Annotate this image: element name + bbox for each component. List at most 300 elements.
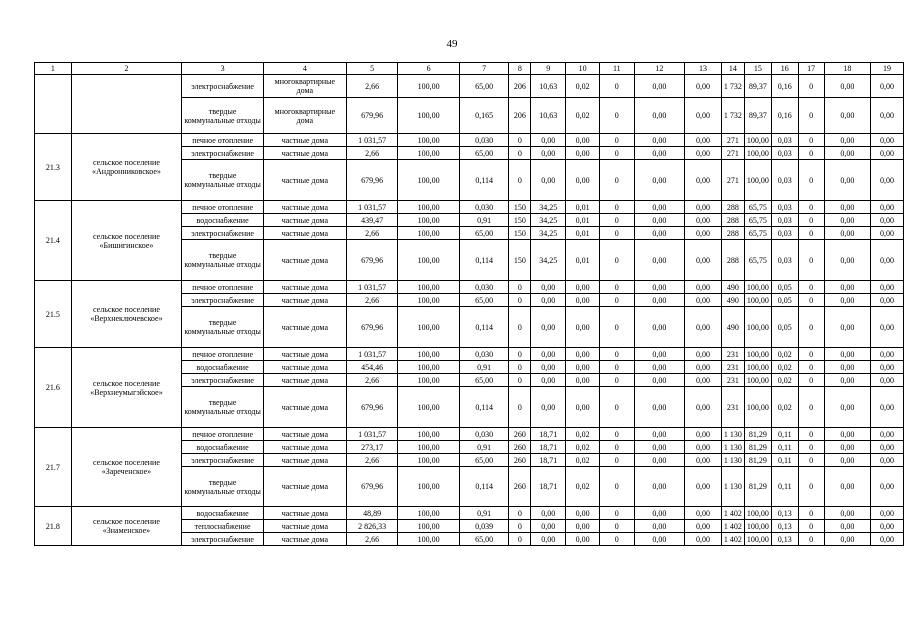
value-cell: 0 <box>798 240 824 281</box>
column-number: 3 <box>182 63 264 75</box>
value-cell: 0,02 <box>566 441 600 454</box>
value-cell: 0 <box>509 533 531 546</box>
table-row <box>35 134 904 147</box>
value-cell: 0 <box>509 147 531 160</box>
value-cell: 0,00 <box>871 520 904 533</box>
settlement-name: сельское поселение «Зареченское» <box>71 428 181 507</box>
value-cell: 454,46 <box>346 361 398 374</box>
value-cell: 0 <box>798 160 824 201</box>
value-cell: 0 <box>599 348 634 361</box>
value-cell: 65,00 <box>459 227 509 240</box>
value-cell: 0,030 <box>459 281 509 294</box>
value-cell: 0,114 <box>459 240 509 281</box>
value-cell: 100,00 <box>744 348 771 361</box>
value-cell: 0,13 <box>771 520 798 533</box>
value-cell: 0,00 <box>871 134 904 147</box>
value-cell: 0,00 <box>685 201 722 214</box>
value-cell: 100,00 <box>398 348 459 361</box>
column-number: 9 <box>531 63 566 75</box>
settlement-name: сельское поселение «Бишигинское» <box>71 201 181 281</box>
value-cell: 89,37 <box>744 75 771 98</box>
value-cell: 0,11 <box>771 454 798 467</box>
value-cell: 100,00 <box>398 454 459 467</box>
value-cell: 0,00 <box>531 160 566 201</box>
settlement-name: сельское поселение «Верхнеключевское» <box>71 281 181 348</box>
value-cell: 0,00 <box>566 147 600 160</box>
value-cell: 0 <box>599 387 634 428</box>
data-table <box>34 62 904 546</box>
value-cell: 0,00 <box>824 348 871 361</box>
value-cell: 0,00 <box>634 240 685 281</box>
value-cell: 0,00 <box>685 147 722 160</box>
settlement-number <box>35 75 72 134</box>
value-cell: 0,02 <box>771 387 798 428</box>
value-cell: 0,00 <box>531 533 566 546</box>
value-cell: 100,00 <box>744 134 771 147</box>
value-cell: 0 <box>798 374 824 387</box>
value-cell: 0,00 <box>871 214 904 227</box>
value-cell: 679,96 <box>346 387 398 428</box>
settlement-number: 21.8 <box>35 507 72 546</box>
settlement-name: сельское поселение «Андронниковское» <box>71 134 181 201</box>
value-cell: 1 130 <box>721 441 744 454</box>
value-cell: 0 <box>509 361 531 374</box>
service-type-cell: электроснабжение <box>182 454 264 467</box>
value-cell: 0 <box>798 441 824 454</box>
value-cell: 0,00 <box>871 374 904 387</box>
value-cell: 0 <box>599 454 634 467</box>
value-cell: 0,00 <box>566 134 600 147</box>
value-cell: 0,00 <box>566 520 600 533</box>
settlement-number: 21.4 <box>35 201 72 281</box>
value-cell: 0,91 <box>459 214 509 227</box>
value-cell: 679,96 <box>346 240 398 281</box>
value-cell: 0,00 <box>634 160 685 201</box>
value-cell: 0 <box>798 75 824 98</box>
value-cell: 100,00 <box>744 294 771 307</box>
value-cell: 0 <box>798 307 824 348</box>
value-cell: 0,02 <box>566 428 600 441</box>
value-cell: 0,00 <box>634 441 685 454</box>
value-cell: 0 <box>599 201 634 214</box>
value-cell: 0 <box>599 374 634 387</box>
value-cell: 65,00 <box>459 533 509 546</box>
value-cell: 231 <box>721 374 744 387</box>
value-cell: 0,00 <box>871 160 904 201</box>
value-cell: 0 <box>599 294 634 307</box>
value-cell: 0,00 <box>531 147 566 160</box>
value-cell: 0,02 <box>566 454 600 467</box>
value-cell: 100,00 <box>398 201 459 214</box>
value-cell: 0,00 <box>531 387 566 428</box>
value-cell: 0,00 <box>634 307 685 348</box>
value-cell: 490 <box>721 281 744 294</box>
value-cell: 0,00 <box>634 507 685 520</box>
value-cell: 0 <box>599 134 634 147</box>
value-cell: 0,00 <box>871 441 904 454</box>
value-cell: 1 402 <box>721 520 744 533</box>
value-cell: 89,37 <box>744 98 771 134</box>
value-cell: 100,00 <box>744 507 771 520</box>
value-cell: 0,00 <box>824 201 871 214</box>
value-cell: 1 130 <box>721 454 744 467</box>
value-cell: 0,00 <box>685 160 722 201</box>
value-cell: 0,00 <box>531 374 566 387</box>
value-cell: 0 <box>798 348 824 361</box>
value-cell: 65,75 <box>744 214 771 227</box>
housing-type-cell: частные дома <box>263 307 346 348</box>
value-cell: 0 <box>599 214 634 227</box>
value-cell: 0 <box>599 520 634 533</box>
value-cell: 0,00 <box>824 507 871 520</box>
service-type-cell: печное отопление <box>182 281 264 294</box>
value-cell: 0,00 <box>824 441 871 454</box>
value-cell: 0,00 <box>634 214 685 227</box>
value-cell: 65,75 <box>744 240 771 281</box>
value-cell: 0 <box>599 361 634 374</box>
value-cell: 2,66 <box>346 454 398 467</box>
value-cell: 0 <box>798 134 824 147</box>
housing-type-cell: частные дома <box>263 348 346 361</box>
value-cell: 0,114 <box>459 387 509 428</box>
value-cell: 100,00 <box>744 520 771 533</box>
value-cell: 231 <box>721 348 744 361</box>
value-cell: 0,030 <box>459 134 509 147</box>
value-cell: 0,00 <box>531 520 566 533</box>
value-cell: 0,00 <box>685 387 722 428</box>
value-cell: 1 732 <box>721 98 744 134</box>
page-number: 49 <box>446 38 458 50</box>
value-cell: 0 <box>599 98 634 134</box>
value-cell: 0,00 <box>566 387 600 428</box>
value-cell: 0,01 <box>566 227 600 240</box>
value-cell: 0,00 <box>824 520 871 533</box>
settlement-name: сельское поселение «Знаменское» <box>71 507 181 546</box>
column-number-row <box>35 63 904 75</box>
value-cell: 1 130 <box>721 467 744 507</box>
value-cell: 0,00 <box>566 374 600 387</box>
value-cell: 100,00 <box>744 387 771 428</box>
value-cell: 10,63 <box>531 75 566 98</box>
service-type-cell: печное отопление <box>182 201 264 214</box>
value-cell: 0,00 <box>685 75 722 98</box>
column-number: 11 <box>599 63 634 75</box>
value-cell: 0,00 <box>685 98 722 134</box>
value-cell: 0,00 <box>634 533 685 546</box>
value-cell: 0,02 <box>566 98 600 134</box>
housing-type-cell: частные дома <box>263 387 346 428</box>
value-cell: 100,00 <box>398 441 459 454</box>
value-cell: 0,00 <box>634 147 685 160</box>
value-cell: 0,00 <box>531 361 566 374</box>
value-cell: 0 <box>798 294 824 307</box>
value-cell: 0,91 <box>459 361 509 374</box>
value-cell: 100,00 <box>398 361 459 374</box>
value-cell: 0,00 <box>824 454 871 467</box>
housing-type-cell: частные дома <box>263 294 346 307</box>
value-cell: 150 <box>509 201 531 214</box>
housing-type-cell: частные дома <box>263 533 346 546</box>
value-cell: 18,71 <box>531 454 566 467</box>
value-cell: 100,00 <box>744 307 771 348</box>
value-cell: 0,00 <box>685 441 722 454</box>
value-cell: 48,89 <box>346 507 398 520</box>
table-row <box>35 428 904 441</box>
value-cell: 0,00 <box>685 533 722 546</box>
housing-type-cell: частные дома <box>263 507 346 520</box>
value-cell: 0,02 <box>771 361 798 374</box>
value-cell: 0,00 <box>871 75 904 98</box>
value-cell: 100,00 <box>398 294 459 307</box>
value-cell: 0,02 <box>771 374 798 387</box>
housing-type-cell: многоквартирные дома <box>263 75 346 98</box>
value-cell: 0,00 <box>634 467 685 507</box>
value-cell: 0,165 <box>459 98 509 134</box>
value-cell: 0 <box>509 307 531 348</box>
value-cell: 288 <box>721 201 744 214</box>
service-type-cell: электроснабжение <box>182 374 264 387</box>
value-cell: 0,03 <box>771 147 798 160</box>
value-cell: 0 <box>599 75 634 98</box>
value-cell: 0,13 <box>771 507 798 520</box>
value-cell: 0 <box>798 454 824 467</box>
value-cell: 0 <box>599 307 634 348</box>
value-cell: 439,47 <box>346 214 398 227</box>
value-cell: 0 <box>798 281 824 294</box>
value-cell: 0,00 <box>871 147 904 160</box>
value-cell: 100,00 <box>398 75 459 98</box>
value-cell: 260 <box>509 441 531 454</box>
housing-type-cell: частные дома <box>263 467 346 507</box>
settlement-number: 21.7 <box>35 428 72 507</box>
column-number: 6 <box>398 63 459 75</box>
housing-type-cell: частные дома <box>263 214 346 227</box>
value-cell: 0,00 <box>634 520 685 533</box>
value-cell: 0,00 <box>634 374 685 387</box>
value-cell: 0,00 <box>685 214 722 227</box>
value-cell: 0,00 <box>566 348 600 361</box>
value-cell: 0 <box>509 387 531 428</box>
value-cell: 0 <box>798 98 824 134</box>
value-cell: 0,00 <box>566 361 600 374</box>
value-cell: 0,114 <box>459 160 509 201</box>
value-cell: 0,00 <box>634 75 685 98</box>
value-cell: 100,00 <box>398 467 459 507</box>
value-cell: 1 402 <box>721 507 744 520</box>
value-cell: 260 <box>509 454 531 467</box>
value-cell: 0,00 <box>871 307 904 348</box>
value-cell: 100,00 <box>744 361 771 374</box>
value-cell: 271 <box>721 134 744 147</box>
value-cell: 0,16 <box>771 75 798 98</box>
value-cell: 231 <box>721 361 744 374</box>
value-cell: 0,00 <box>634 281 685 294</box>
value-cell: 34,25 <box>531 214 566 227</box>
value-cell: 0,00 <box>871 281 904 294</box>
value-cell: 100,00 <box>398 281 459 294</box>
value-cell: 65,00 <box>459 147 509 160</box>
value-cell: 0,00 <box>685 348 722 361</box>
value-cell: 0,00 <box>824 387 871 428</box>
value-cell: 0,00 <box>531 348 566 361</box>
service-type-cell: твердые коммунальные отходы <box>182 467 264 507</box>
value-cell: 18,71 <box>531 467 566 507</box>
value-cell: 0 <box>509 281 531 294</box>
value-cell: 0 <box>599 240 634 281</box>
value-cell: 2,66 <box>346 147 398 160</box>
value-cell: 0 <box>599 147 634 160</box>
column-number: 12 <box>634 63 685 75</box>
value-cell: 0 <box>599 507 634 520</box>
value-cell: 0,11 <box>771 441 798 454</box>
value-cell: 0,00 <box>531 294 566 307</box>
value-cell: 0 <box>599 533 634 546</box>
value-cell: 0,00 <box>824 467 871 507</box>
value-cell: 0 <box>599 441 634 454</box>
value-cell: 0 <box>599 467 634 507</box>
value-cell: 18,71 <box>531 428 566 441</box>
value-cell: 65,00 <box>459 75 509 98</box>
housing-type-cell: частные дома <box>263 281 346 294</box>
value-cell: 0,00 <box>824 240 871 281</box>
value-cell: 0,00 <box>685 428 722 441</box>
value-cell: 0,00 <box>531 281 566 294</box>
value-cell: 0 <box>798 361 824 374</box>
table-row <box>35 507 904 520</box>
value-cell: 271 <box>721 147 744 160</box>
value-cell: 0,00 <box>824 134 871 147</box>
value-cell: 1 402 <box>721 533 744 546</box>
value-cell: 0 <box>509 507 531 520</box>
value-cell: 0,00 <box>824 361 871 374</box>
housing-type-cell: многоквартирные дома <box>263 98 346 134</box>
value-cell: 273,17 <box>346 441 398 454</box>
service-type-cell: электроснабжение <box>182 75 264 98</box>
service-type-cell: печное отопление <box>182 348 264 361</box>
value-cell: 0 <box>798 214 824 227</box>
value-cell: 0,039 <box>459 520 509 533</box>
value-cell: 231 <box>721 387 744 428</box>
table-row <box>35 75 904 98</box>
value-cell: 0,00 <box>871 240 904 281</box>
column-number: 15 <box>744 63 771 75</box>
value-cell: 1 031,57 <box>346 134 398 147</box>
value-cell: 100,00 <box>744 533 771 546</box>
service-type-cell: печное отопление <box>182 134 264 147</box>
service-type-cell: твердые коммунальные отходы <box>182 240 264 281</box>
service-type-cell: водоснабжение <box>182 441 264 454</box>
value-cell: 0,00 <box>566 307 600 348</box>
value-cell: 0,00 <box>824 307 871 348</box>
value-cell: 0,030 <box>459 348 509 361</box>
value-cell: 0,00 <box>871 428 904 441</box>
value-cell: 0,00 <box>531 134 566 147</box>
column-number: 7 <box>459 63 509 75</box>
column-number: 19 <box>871 63 904 75</box>
service-type-cell: печное отопление <box>182 428 264 441</box>
value-cell: 288 <box>721 227 744 240</box>
value-cell: 0,00 <box>824 214 871 227</box>
value-cell: 0,00 <box>824 75 871 98</box>
housing-type-cell: частные дома <box>263 227 346 240</box>
value-cell: 1 031,57 <box>346 348 398 361</box>
value-cell: 0,16 <box>771 98 798 134</box>
column-number: 8 <box>509 63 531 75</box>
value-cell: 0,00 <box>634 387 685 428</box>
value-cell: 100,00 <box>398 307 459 348</box>
table-row <box>35 281 904 294</box>
value-cell: 0 <box>798 147 824 160</box>
value-cell: 34,25 <box>531 240 566 281</box>
value-cell: 0,03 <box>771 134 798 147</box>
column-number: 5 <box>346 63 398 75</box>
value-cell: 679,96 <box>346 160 398 201</box>
value-cell: 65,00 <box>459 374 509 387</box>
value-cell: 0,00 <box>685 240 722 281</box>
value-cell: 0,02 <box>566 467 600 507</box>
value-cell: 0,05 <box>771 281 798 294</box>
value-cell: 206 <box>509 75 531 98</box>
value-cell: 0,00 <box>871 533 904 546</box>
value-cell: 100,00 <box>398 507 459 520</box>
value-cell: 1 130 <box>721 428 744 441</box>
value-cell: 1 732 <box>721 75 744 98</box>
value-cell: 0,00 <box>824 294 871 307</box>
value-cell: 0,01 <box>566 214 600 227</box>
value-cell: 150 <box>509 227 531 240</box>
value-cell: 0,00 <box>685 467 722 507</box>
value-cell: 0,00 <box>685 307 722 348</box>
value-cell: 0,00 <box>824 281 871 294</box>
value-cell: 0,00 <box>871 507 904 520</box>
value-cell: 0,03 <box>771 201 798 214</box>
value-cell: 0,02 <box>771 348 798 361</box>
value-cell: 0 <box>599 227 634 240</box>
value-cell: 679,96 <box>346 467 398 507</box>
value-cell: 490 <box>721 307 744 348</box>
value-cell: 34,25 <box>531 227 566 240</box>
value-cell: 100,00 <box>398 387 459 428</box>
value-cell: 0,03 <box>771 227 798 240</box>
settlement-number: 21.6 <box>35 348 72 428</box>
value-cell: 18,71 <box>531 441 566 454</box>
value-cell: 100,00 <box>398 520 459 533</box>
value-cell: 0,00 <box>685 227 722 240</box>
value-cell: 0,00 <box>871 387 904 428</box>
value-cell: 0,00 <box>566 533 600 546</box>
value-cell: 0,00 <box>824 160 871 201</box>
value-cell: 100,00 <box>744 281 771 294</box>
housing-type-cell: частные дома <box>263 374 346 387</box>
column-number: 1 <box>35 63 72 75</box>
value-cell: 0 <box>509 160 531 201</box>
housing-type-cell: частные дома <box>263 361 346 374</box>
value-cell: 0,13 <box>771 533 798 546</box>
value-cell: 288 <box>721 240 744 281</box>
value-cell: 0 <box>509 294 531 307</box>
value-cell: 0,00 <box>531 507 566 520</box>
settlement-name <box>71 75 181 134</box>
value-cell: 0,91 <box>459 441 509 454</box>
value-cell: 260 <box>509 428 531 441</box>
housing-type-cell: частные дома <box>263 520 346 533</box>
value-cell: 0 <box>509 134 531 147</box>
column-number: 10 <box>566 63 600 75</box>
service-type-cell: твердые коммунальные отходы <box>182 98 264 134</box>
value-cell: 100,00 <box>398 98 459 134</box>
value-cell: 1 031,57 <box>346 201 398 214</box>
service-type-cell: твердые коммунальные отходы <box>182 307 264 348</box>
